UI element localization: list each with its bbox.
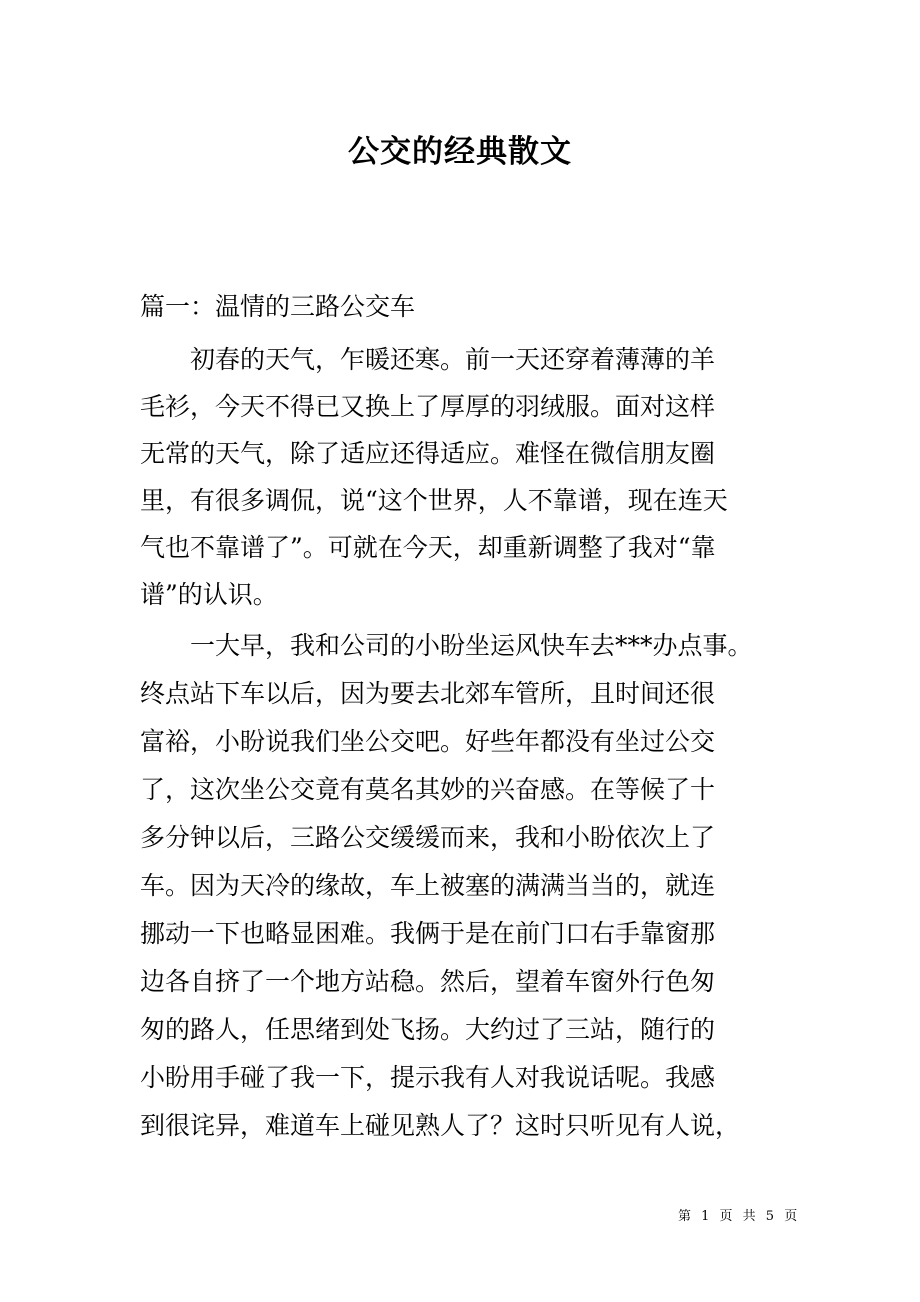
body-line: 终点站下车以后，因为要去北郊车管所，且时间还很 <box>140 679 716 708</box>
body-line: 多分钟以后，三路公交缓缓而来，我和小盼依次上了 <box>140 823 716 852</box>
body-line: 气也不靠谱了”。可就在今天，却重新调整了我对“靠 <box>140 533 716 562</box>
page-footer: 第 1 页 共 5 页 <box>678 1209 801 1224</box>
body-line: 边各自挤了一个地方站稳。然后，望着车窗外行色匆 <box>140 967 716 996</box>
section-heading: 篇一：温情的三路公交车 <box>140 292 416 321</box>
body-line: 谱”的认识。 <box>140 580 278 609</box>
body-line: 初春的天气，乍暖还寒。前一天还穿着薄薄的羊 <box>140 345 716 374</box>
body-line: 挪动一下也略显困难。我俩于是在前门口右手靠窗那 <box>140 919 716 948</box>
body-line: 车。因为天冷的缘故，车上被塞的满满当当的，就连 <box>140 871 716 900</box>
body-line: 小盼用手碰了我一下，提示我有人对我说话呢。我感 <box>140 1063 716 1092</box>
body-line: 到很诧异，难道车上碰见熟人了？这时只听见有人说， <box>140 1111 741 1140</box>
document-title: 公交的经典散文 <box>348 134 572 170</box>
body-line: 毛衫，今天不得已又换上了厚厚的羽绒服。面对这样 <box>140 392 716 421</box>
body-line: 匆的路人，任思绪到处飞扬。大约过了三站，随行的 <box>140 1015 716 1044</box>
body-line: 一大早，我和公司的小盼坐运风快车去***办点事。 <box>140 631 753 660</box>
body-line: 里，有很多调侃，说“这个世界，人不靠谱，现在连天 <box>140 486 728 515</box>
body-line: 富裕，小盼说我们坐公交吧。好些年都没有坐过公交 <box>140 727 716 756</box>
body-line: 了，这次坐公交竟有莫名其妙的兴奋感。在等候了十 <box>140 775 716 804</box>
body-line: 无常的天气，除了适应还得适应。难怪在微信朋友圈 <box>140 439 716 468</box>
